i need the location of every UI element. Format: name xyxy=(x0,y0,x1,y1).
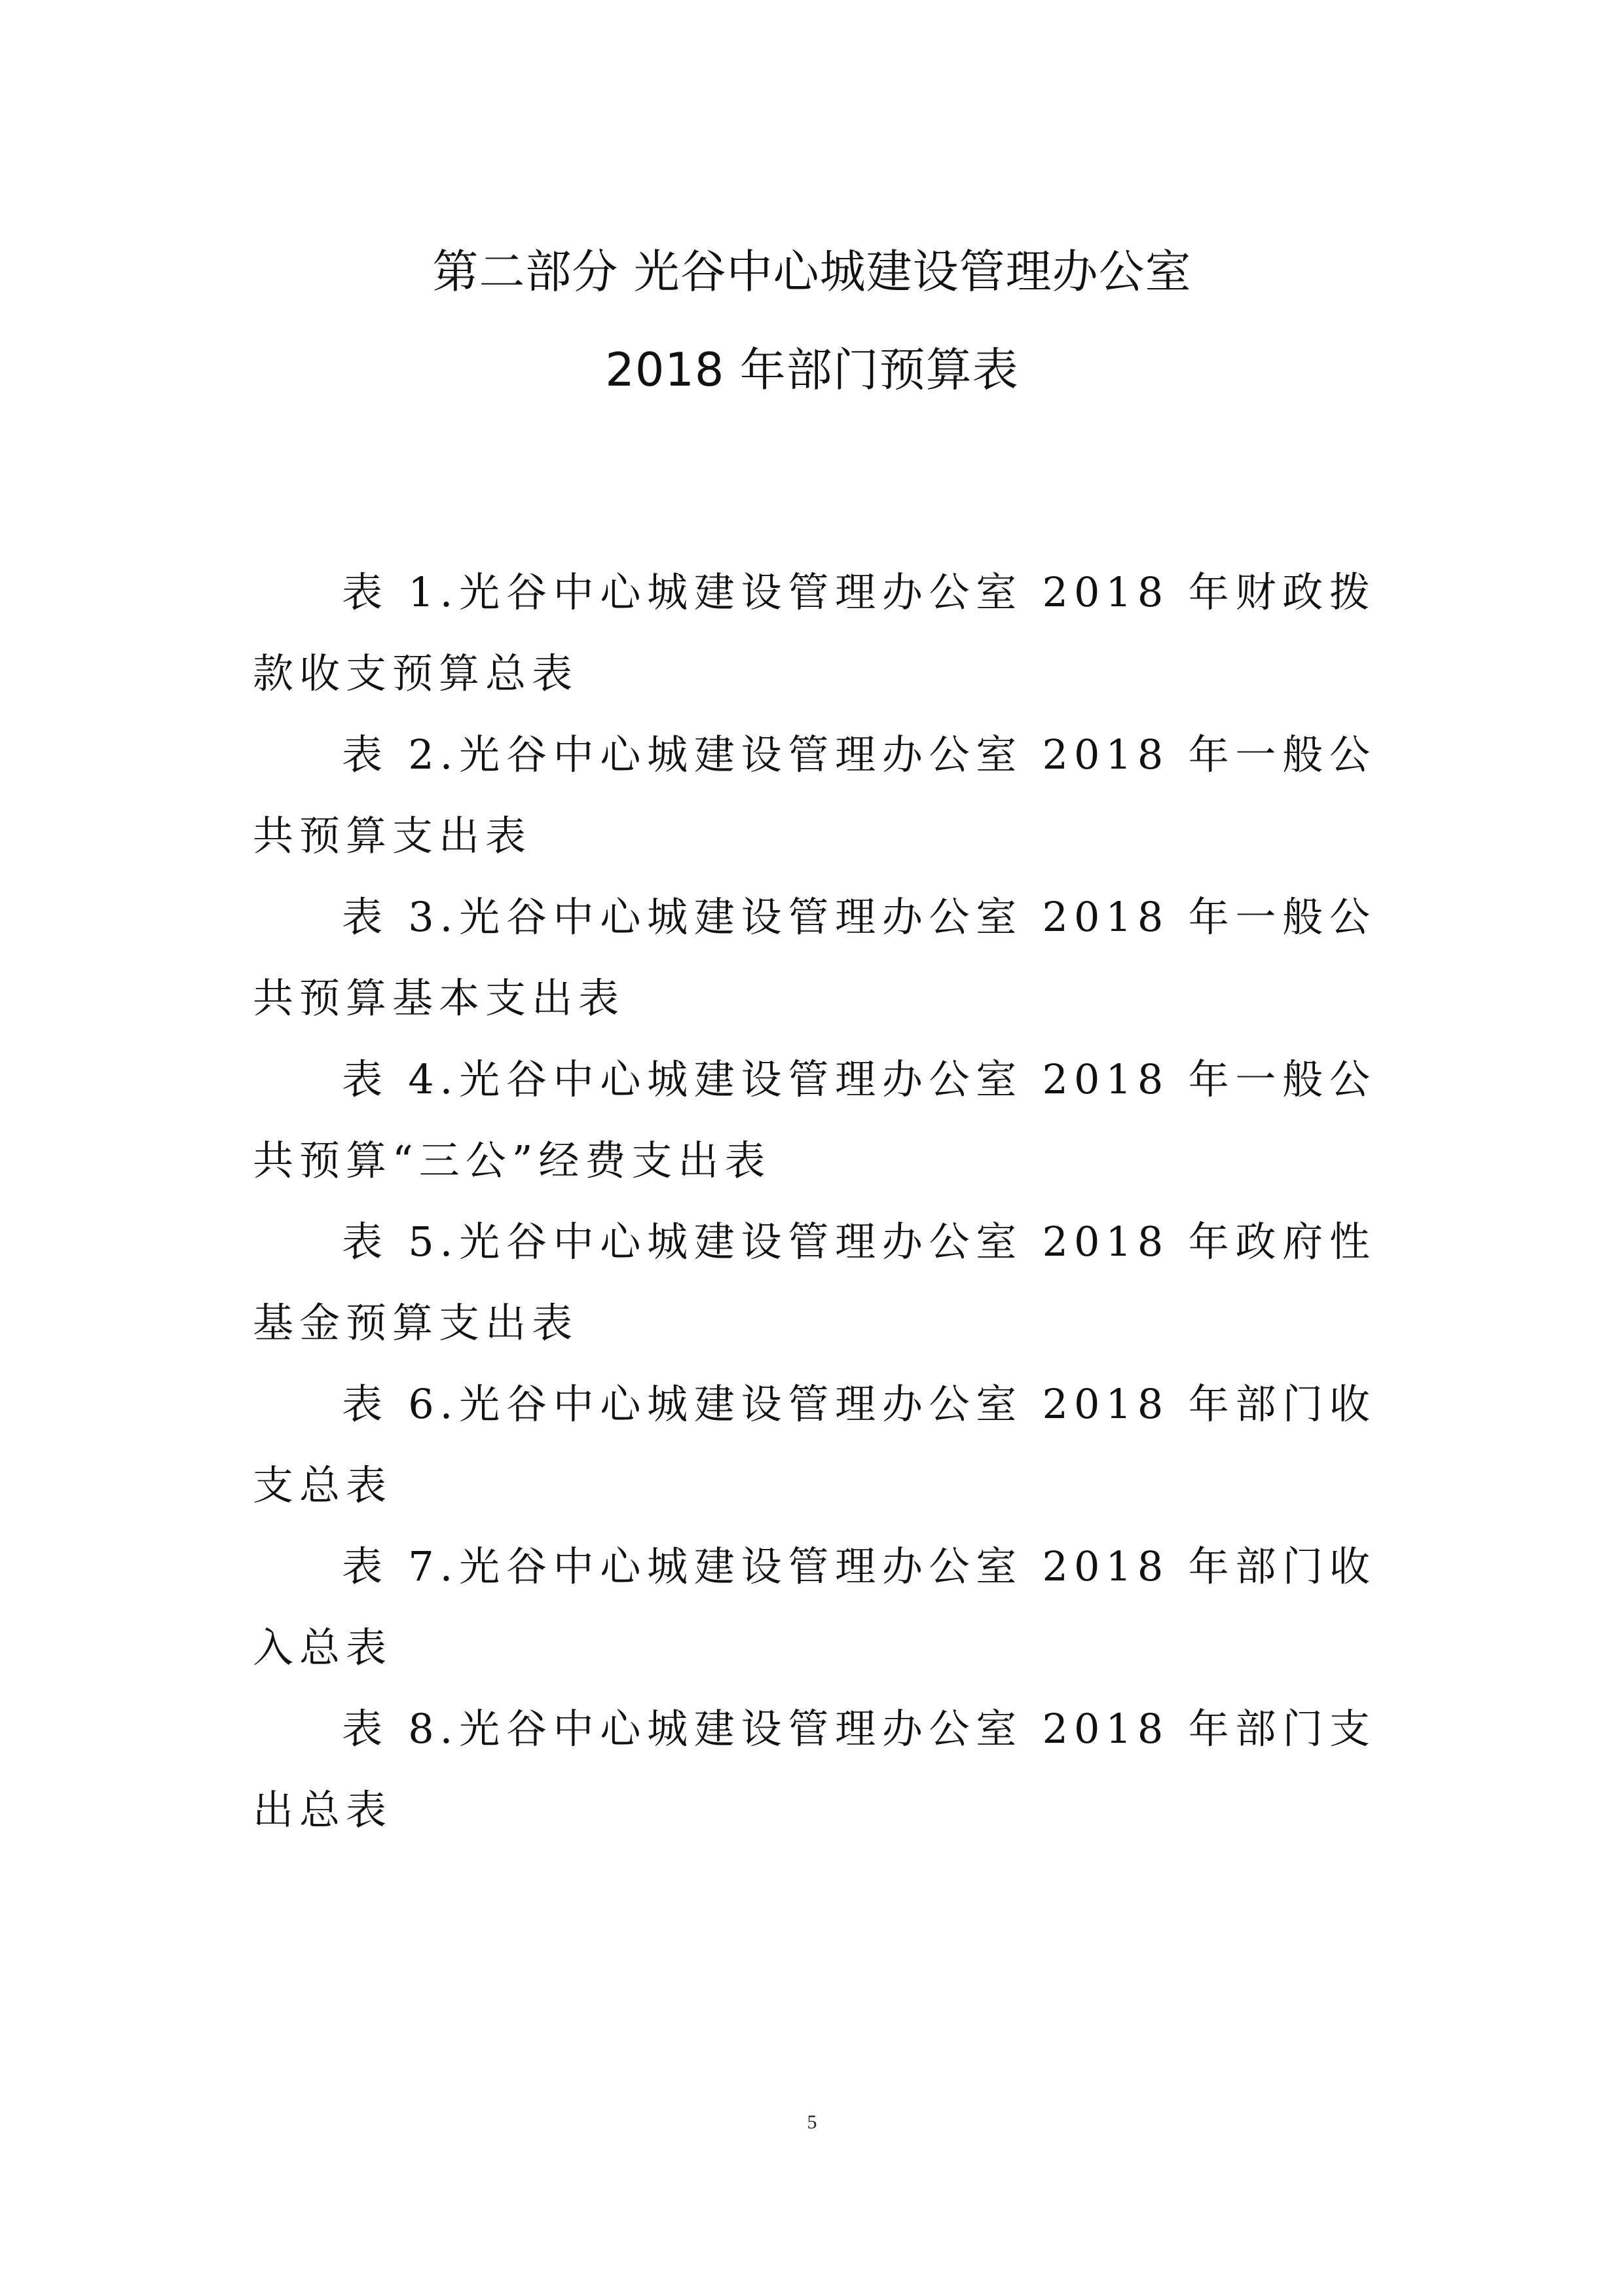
table-list-item-1: 表 1.光谷中心城建设管理办公室 2018 年财政拨款收支预算总表 xyxy=(253,568,1376,697)
table-list-item-2: 表 2.光谷中心城建设管理办公室 2018 年一般公共预算支出表 xyxy=(253,731,1376,860)
table-list-item-8: 表 8.光谷中心城建设管理办公室 2018 年部门支出总表 xyxy=(253,1705,1376,1834)
page-title xyxy=(0,223,1624,419)
table-list-item-7: 表 7.光谷中心城建设管理办公室 2018 年部门收入总表 xyxy=(253,1542,1376,1671)
table-list xyxy=(253,552,1376,1851)
table-list-item-6: 表 6.光谷中心城建设管理办公室 2018 年部门收支总表 xyxy=(253,1380,1376,1509)
page-number: 5 xyxy=(807,2111,817,2133)
table-list-item-4: 表 4.光谷中心城建设管理办公室 2018 年一般公共预算“三公”经费支出表 xyxy=(253,1055,1376,1184)
table-list-item-5: 表 5.光谷中心城建设管理办公室 2018 年政府性基金预算支出表 xyxy=(253,1218,1376,1347)
title-line-1: 第二部分 光谷中心城建设管理办公室 xyxy=(432,245,1192,299)
title-line-2: 2018 年部门预算表 xyxy=(605,343,1019,397)
table-list-item-3: 表 3.光谷中心城建设管理办公室 2018 年一般公共预算基本支出表 xyxy=(253,893,1376,1022)
